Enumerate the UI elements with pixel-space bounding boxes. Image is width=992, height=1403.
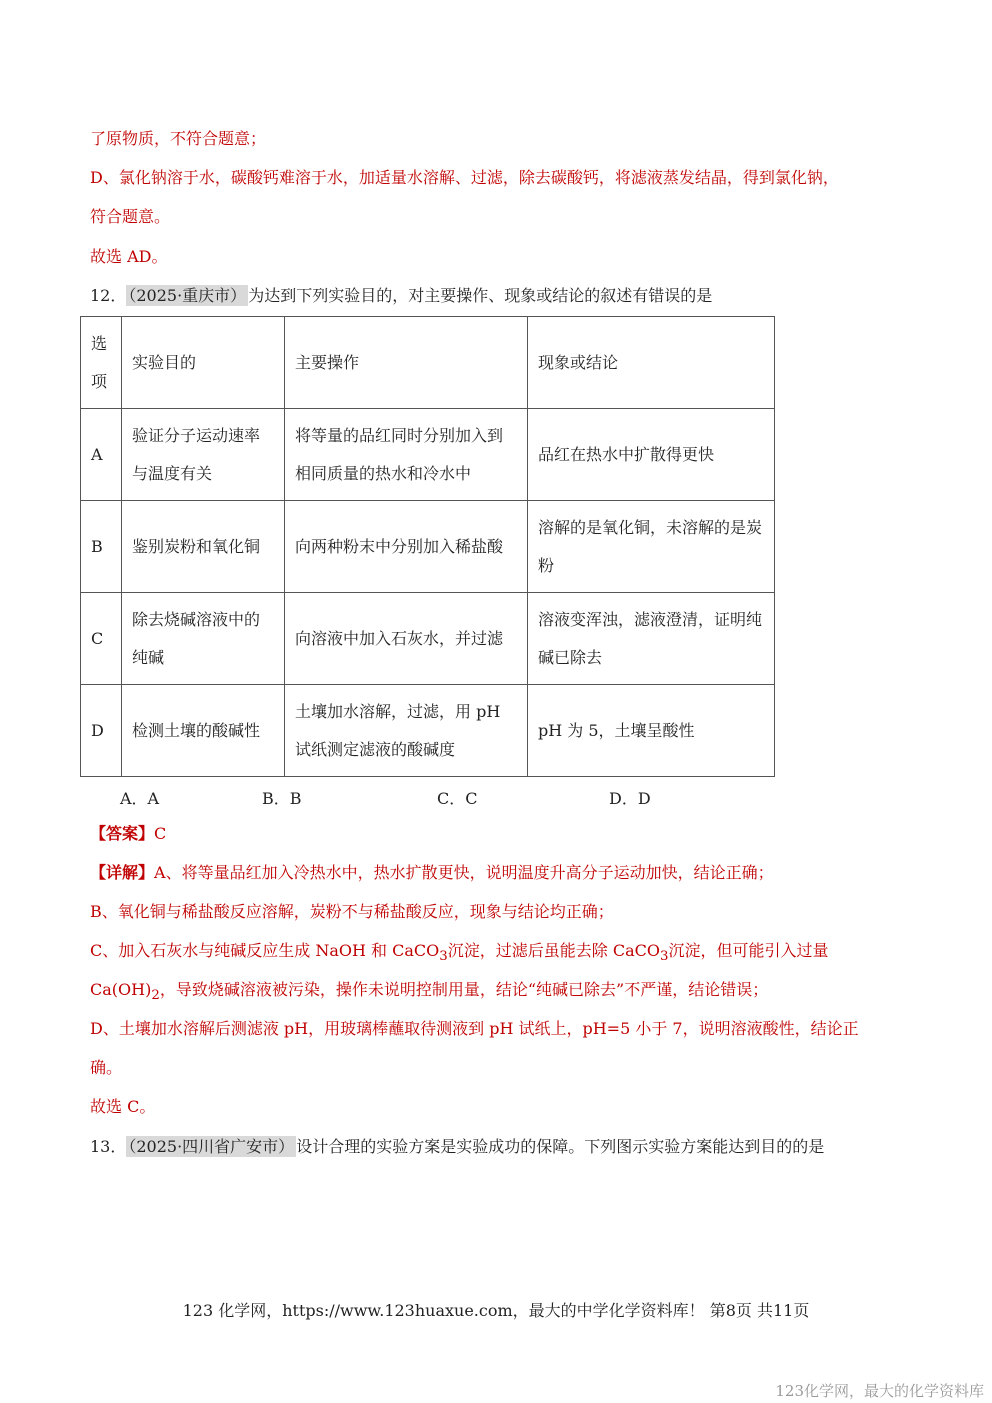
- table-row: [81, 685, 775, 777]
- table-cell: 向溶液中加入石灰水，并过滤: [285, 593, 528, 685]
- choice-c[interactable]: C．C: [437, 789, 478, 808]
- detail-d-1: D、土壤加水溶解后测滤液 pH，用玻璃棒蘸取待测液到 pH 试纸上，pH=5 小于 7，说明溶液酸性，结论正: [90, 1019, 859, 1038]
- source-tag: （2025·四川省广安市）: [128, 1137, 295, 1156]
- question-number: 12．: [90, 286, 127, 305]
- table-cell: 溶液变浑浊，滤液澄清，证明纯碱已除去: [528, 593, 775, 685]
- stem-text: 设计合理的实验方案是实验成功的保障。下列图示实验方案能达到目的的是: [296, 1137, 825, 1156]
- answer-value: C: [154, 824, 167, 843]
- question-12-table: [80, 316, 775, 777]
- table-cell: 除去烧碱溶液中的纯碱: [122, 593, 285, 685]
- stem-text: 为达到下列实验目的，对主要操作、现象或结论的叙述有错误的是: [248, 286, 713, 305]
- answer-label: 【答案】: [90, 824, 155, 843]
- prev-line-4: 故选 AD。: [90, 247, 168, 266]
- table-cell: 检测土壤的酸碱性: [122, 685, 285, 777]
- table-cell: 将等量的品红同时分别加入到相同质量的热水和冷水中: [285, 409, 528, 501]
- choice-a[interactable]: A．A: [120, 789, 160, 808]
- watermark: 123化学网，最大的化学资料库: [775, 1382, 984, 1400]
- detail-d-2: 确。: [90, 1058, 123, 1077]
- table-header-row: [81, 317, 775, 409]
- table-cell: B: [81, 501, 122, 593]
- detail-a: 【详解】A、将等量品红加入冷热水中，热水扩散更快，说明温度升高分子运动加快，结论正确；: [90, 863, 774, 882]
- table-row: [81, 501, 775, 593]
- table-cell: 验证分子运动速率与温度有关: [122, 409, 285, 501]
- prev-line-2: D、氯化钠溶于水，碳酸钙难溶于水，加适量水溶解、过滤，除去碳酸钙，将滤液蒸发结晶，得到氯化钠，: [90, 168, 839, 187]
- header-cell: 实验目的: [122, 317, 285, 409]
- detail-c-1: C、加入石灰水与纯碱反应生成 NaOH 和 CaCO$_3$沉淀，过滤后虽能去除 CaCO$_3$沉淀，但可能引入过量: [90, 941, 829, 965]
- table-cell: C: [81, 593, 122, 685]
- detail-c-2: $Ca(OH)_2$，导致烧碱溶液被污染，操作未说明控制用量，结论“纯碱已除去”不严谨，结论错误；: [90, 980, 769, 1004]
- question-12-stem: [90, 285, 712, 307]
- header-cell: 主要操作: [285, 317, 528, 409]
- table-cell: 鉴别炭粉和氧化铜: [122, 501, 285, 593]
- table-cell: D: [81, 685, 122, 777]
- source-tag: （2025·重庆市）: [128, 286, 247, 305]
- detail-b: B、氧化铜与稀盐酸反应溶解，炭粉不与稀盐酸反应，现象与结论均正确；: [90, 902, 614, 921]
- table-cell: 溶解的是氧化铜，未溶解的是炭粉: [528, 501, 775, 593]
- table-cell: 品红在热水中扩散得更快: [528, 409, 775, 501]
- detail-label: 【详解】: [90, 863, 155, 882]
- table-cell: 土壤加水溶解，过滤，用 pH 试纸测定滤液的酸碱度: [285, 685, 528, 777]
- header-cell: 现象或结论: [528, 317, 775, 409]
- prev-line-1: 了原物质，不符合题意；: [90, 129, 267, 148]
- table-row: [81, 409, 775, 501]
- page-footer: 123 化学网，https://www.123huaxue.com，最大的中学化学资料库！ 第8页 共11页: [182, 1301, 810, 1320]
- choice-d[interactable]: D．D: [609, 789, 651, 808]
- table-cell: pH 为 5，土壤呈酸性: [528, 685, 775, 777]
- header-cell: 选项: [81, 317, 122, 409]
- table-cell: A: [81, 409, 122, 501]
- prev-line-3: 符合题意。: [90, 207, 171, 226]
- final-answer: 故选 C。: [90, 1097, 156, 1116]
- question-13-stem: [90, 1136, 824, 1158]
- choice-b[interactable]: B．B: [262, 789, 302, 808]
- question-number: 13．: [90, 1137, 127, 1156]
- table-cell: 向两种粉末中分别加入稀盐酸: [285, 501, 528, 593]
- answer-line: [90, 823, 166, 845]
- table-row: [81, 593, 775, 685]
